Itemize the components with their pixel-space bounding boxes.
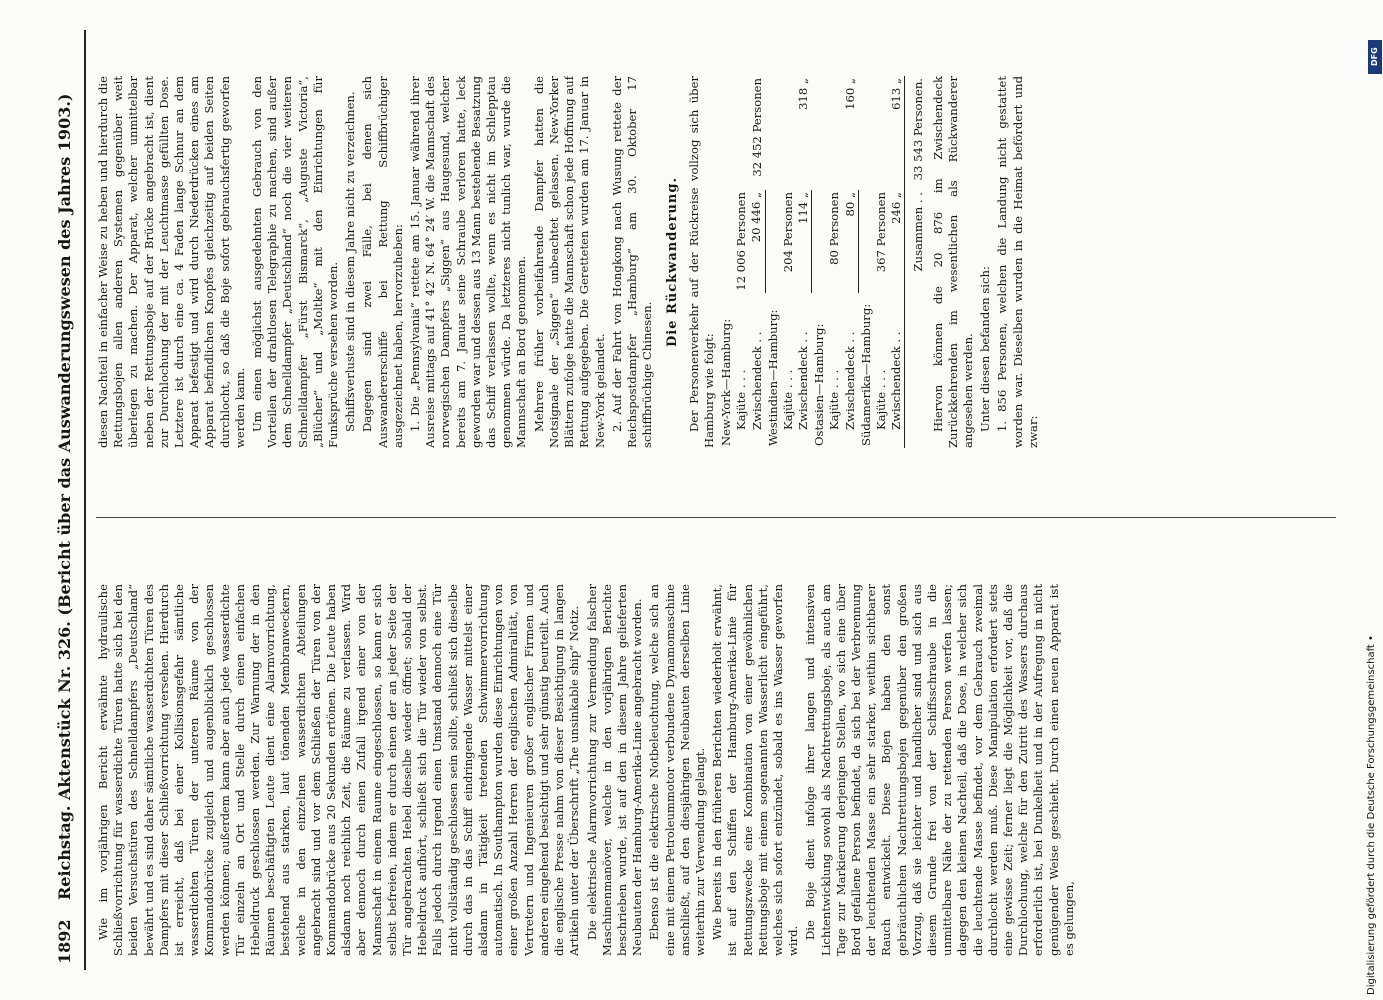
paragraph: Schiffsverluste sind in diesem Jahre nicht zu verzeichnen. [343, 91, 358, 432]
route-total: 160 „ [843, 78, 858, 110]
table-row [843, 76, 859, 448]
paragraph: Die Boje dient infolge ihrer langen und intensiven Lichtentwicklung sowohl als Nachtrettungsboje, als auch am Tage zur Markierung derjenigen Stellen, wo sich eine über Bord gefallene Person befindet, da sich bei der Verbrennung der leuchtenden Masse ein sehr starker, weithin sichtbarer Rauch entwickelt. Diese Bojen haben den sonst gebräuchlichen Nachtrettungsbojen gegenüber den großen Vorzug, daß sie leichter und handlicher sind und sich aus diesem Grunde frei von der Schiffsschraube in die unmittelbare Nähe der zu rettenden Person werfen lassen; dagegen den kleinen Nachteil, daß die Dose, in welcher sich die leuchtende Masse befindet, vor dem Gebrauch zweimal durchlocht werden muß. Diese Manipulation erfordert stets eine gewisse Zeit; ferner liegt die Möglichkeit vor, daß die Durchlochung, welche für den Zutritt des Wassers durchaus erforderlich ist, bei Dunkelheit und in der Aufregung in nicht genügender Weise geschieht. Durch einen neuen Apparat ist es gelungen, [803, 584, 1076, 956]
paragraph: Wie im vorjährigen Bericht erwähnte hydraulische Schließvorrichtung für wasserdichte Türen hatte sich bei den beiden Versuchstüren des Schnelldampfers „Deutschland“ bewährt und es sind daher sämtliche wasserdichten Türen des Dampfers mit dieser Schließvorrichtung versehen. Hierdurch ist erreicht, daß bei einer Kollisionsgefahr sämtliche wasserdichten Türen der unteren Räume von der Kommandobrücke zugleich und augenblicklich geschlossen werden können; außerdem kann aber auch jede wasserdichte Tür einzeln an Ort und Stelle durch einen einfachen Hebeldruck geschlossen werden. Zur Warnung der in den Räumen beschäftigten Leute dient eine Alarmvorrichtung, bestehend aus starken, laut tönenden Membranweckern, welche in den einzelnen wasserdichten Abteilungen angebracht sind und vor dem Schließen der Türen von der Kommandobrücke aus 20 Sekunden ertönen. Die Leute haben alsdann noch reichlich Zeit, die Räume zu verlassen. Wird aber dennoch durch einen Zufall irgend einer von der Mannschaft in einem Raume eingeschlossen, so kann er sich selbst befreien, indem er durch einen der an jeder Seite der Tür angebrachten Hebel dieselbe wieder öffnet; sobald der Hebeldruck aufhört, schließt sich die Tür wieder von selbst. Falls jedoch durch irgend einen Umstand dennoch eine Tür nicht vollständig geschlossen sein sollte, schließt sich dieselbe durch das in das Schiff eindringende Wasser mittelst einer alsdann in Tätigkeit tretenden Schwimmervorrichtung automatisch. In Southampton wurden diese Einrichtungen von einer großen Anzahl Herren der englischen Admiralität, von Vertretern und Ingenieuren großer englischer Firmen und anderen eingehend besichtigt und sehr günstig beurteilt. Auch die englische Presse nahm von dieser Besichtigung in langen Artikeln unter der Überschrift „The unsinkable ship“ Notiz. [96, 584, 582, 956]
grand-total-value: 33 543 Personen. [911, 78, 926, 181]
page-header [50, 30, 86, 970]
class-label: Kajüte . . . [873, 369, 888, 430]
paragraph: diesen Nachteil in einfacher Weise zu heben und hierdurch die Rettungsbojen allen anderen Systemen gegenüber weit überlegen zu machen. Der Apparat, welcher unmittelbar neben der Rettungsboje auf der Brücke angebracht ist, dient zur Durchlochung der mit der Leuchtmasse gefüllten Dose. Letztere ist durch eine ca. 4 Faden lange Schnur an dem Apparat befestigt und wird durch Niederdrücken eines am Apparat befindlichen Knopfes gleichzeitig auf beiden Seiten durchlocht, so daß die Boje sofort gebrauchsfertig geworfen werden kann. [96, 76, 247, 448]
route-name: Westindien—Hamburg: [765, 309, 780, 446]
class-value: 80 „ [843, 190, 859, 293]
class-value: 204 Personen [780, 192, 795, 273]
paragraph: 1. Die „Pennsylvania“ rettete am 15. Januar während ihrer Ausreise mittags auf 41° 42′ N. 64° 24′ W. die Mannschaft des norwegischen Dampfers „Siggen“ aus Haugesund, welcher bereits am 7. Januar seine Schraube verloren hatte, leck geworden war und dessen aus 13 Mann bestehende Besatzung das Schiff verlassen wollte, wenn es nicht im Schlepptau genommen würde. Da letzteres nicht tunlich war, wurde die Mannschaft an Bord genommen. [408, 76, 529, 448]
class-label: Zwischendeck . . [843, 331, 858, 430]
paragraph: Die elektrische Alarmvorrichtung zur Vermeidung falscher Maschinenmanöver, welche in den vorjährigen Berichte beschrieben wurde, ist auf den in diesem Jahre gelieferten Neubauten der Hamburg-Amerika-Linie angebracht worden. [584, 584, 645, 956]
text-column-right [96, 76, 1346, 448]
grand-total-label: Zusammen . . [911, 192, 926, 272]
class-value: 12 006 Personen [734, 192, 749, 291]
paragraph: Dagegen sind zwei Fälle, bei denen sich Auswandererschiffe bei Rettung Schiffbrüchiger ausgezeichnet haben, hervorzuheben: [360, 76, 405, 448]
dfg-logo: DFG [1368, 40, 1382, 74]
class-label: Kajüte . . . [734, 369, 749, 430]
page-title: Reichstag. Aktenstück Nr. 326. (Bericht über das Auswanderungswesen des Jahres 1903.) [55, 93, 74, 900]
route-total: 613 „ [889, 78, 904, 110]
table-row [874, 76, 889, 448]
class-value: 367 Personen [873, 192, 888, 273]
credit-text: Digitalisierung gefördert durch die Deutsche Forschungsgemeinschaft • [1366, 635, 1377, 995]
table-row [827, 76, 842, 448]
section-title: Die Rückwanderung. [665, 177, 681, 347]
route-row [765, 76, 781, 448]
paragraph: Mehrere früher vorbeifahrende Dampfer hatten die Notsignale der „Siggen“ unbeachtet gelassen. New-Yorker Blättern zufolge hatte die Mannschaft schon jede Hoffnung auf Rettung aufgegeben. Die Geretteten wurden am 17. Januar in New-York gelandet. [531, 76, 607, 448]
page-number: 1892 [55, 919, 74, 964]
paragraph: 2. Auf der Fahrt von Hongkong nach Wusung rettete der Reichspostdampfer „Hamburg“ am 30. Oktober 17 schiffbrüchige Chinesen. [609, 76, 655, 448]
paragraph: Unter diesen befanden sich: [978, 266, 993, 432]
column-divider [96, 517, 1336, 518]
class-value: 20 446 „ [749, 190, 765, 293]
rotated-print-area [50, 30, 1360, 970]
class-label: Zwischendeck . . [749, 331, 764, 430]
class-label: Kajüte . . . [827, 369, 842, 430]
paragraph: Der Personenverkehr auf der Rückreise vollzog sich über Hamburg wie folgt: [686, 76, 716, 448]
route-total: 32 452 Personen [749, 78, 764, 177]
paragraph: Wie bereits in den früheren Berichten wiederholt erwähnt, ist auf den Schiffen der Hamburg-Amerika-Linie für Rettungszwecke eine Kombination von einer gewöhnlichen Rettungsboje mit einem sogenannten Wasserlicht eingeführt, welches sich sofort entzündet, sobald es ins Wasser geworfen wird. [710, 584, 801, 956]
paragraph: Ebenso ist die elektrische Notbeleuchtung, welche sich an eine mit einem Petroleummotor verbundene Dynamomaschine anschließt, auf den diesjährigen Neubauten derselben Linie weiterhin zur Verwendung gelangt. [647, 584, 707, 956]
class-value: 80 Personen [827, 192, 842, 265]
paragraph: Hiervon können die 20 876 im Zwischendeck Zurückkehrenden im wesentlichen als Rückwanderer angesehen werden. [930, 76, 975, 448]
table-row [889, 76, 905, 448]
return-traffic-table [719, 76, 927, 448]
route-name: New-York—Hamburg: [718, 318, 733, 446]
route-row [719, 76, 734, 448]
text-column-left [96, 584, 1346, 956]
route-name: Südamerika—Hamburg: [858, 303, 873, 446]
table-row [796, 76, 812, 448]
class-label: Kajüte . . . [780, 369, 795, 430]
digitization-credit [1366, 5, 1380, 995]
table-row [749, 76, 765, 448]
paragraph: 1. 856 Personen, welchen die Landung nicht gestattet worden war. Dieselben wurden in die Heimat befördert und zwar: [995, 76, 1040, 448]
class-label: Zwischendeck . . [796, 331, 811, 430]
class-label: Zwischendeck . . [889, 331, 904, 430]
table-row [781, 76, 796, 448]
route-row [812, 76, 828, 448]
grand-total-row [907, 76, 926, 448]
route-row [858, 76, 874, 448]
route-total: 318 „ [796, 78, 811, 110]
class-value: 114 „ [796, 190, 812, 293]
paragraph: Um einen möglichst ausgedehnten Gebrauch von den Vorteilen der drahtlosen Telegraphie zu machen, sind außer dem Schnelldampfer „Deutschland“ noch die vier weiteren Schnelldampfer „Fürst Bismarck“, „Auguste Victoria“, „Blücher“ und „Moltke“ mit den Einrichtungen für Funksprüche versehen worden. [250, 76, 341, 448]
table-row [734, 76, 749, 448]
route-name: Ostasien—Hamburg: [812, 323, 827, 446]
class-value: 246 „ [889, 190, 905, 293]
